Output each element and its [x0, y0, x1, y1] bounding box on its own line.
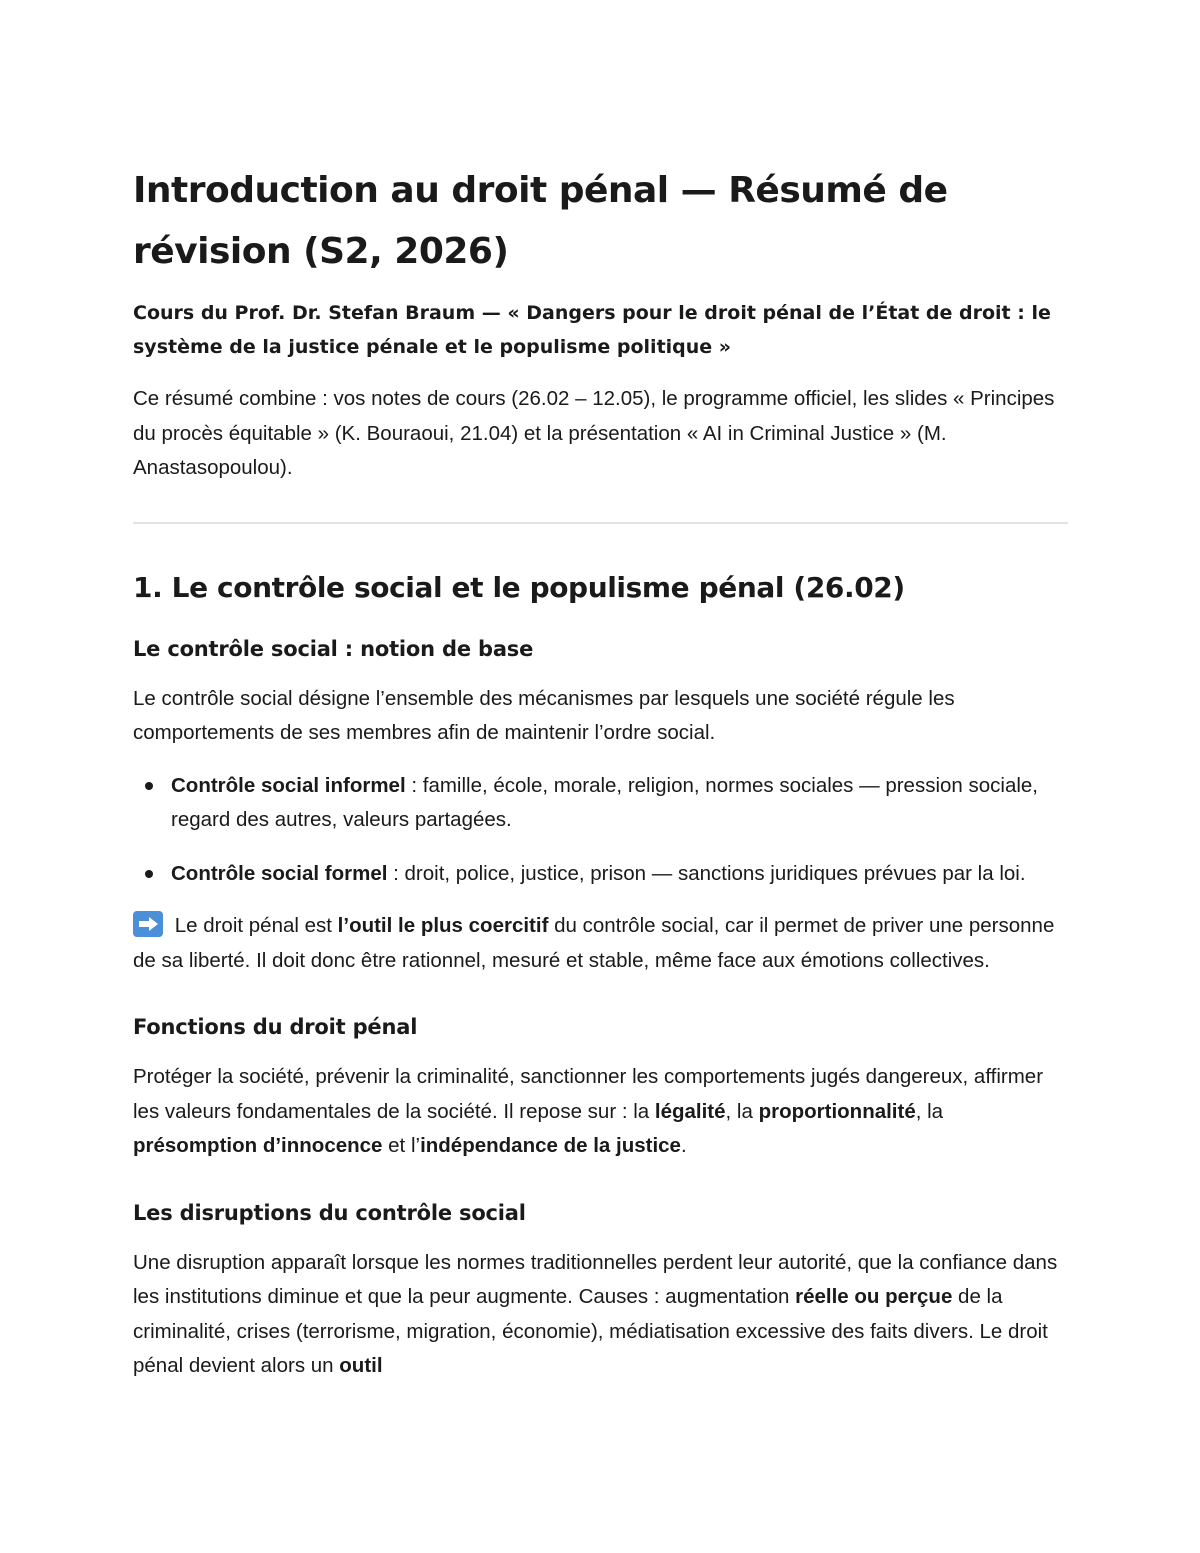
right-arrow-icon — [133, 911, 163, 937]
document-subtitle: Cours du Prof. Dr. Stefan Braum — « Dangers pour le droit pénal de l’État de droit : le système de la justice pénale et le populisme politique » — [133, 302, 1051, 358]
key-point-emphasis: l’outil le plus coercitif — [337, 914, 549, 937]
document-page — [133, 160, 1068, 1384]
fonctions-emphasis: légalité — [654, 1099, 726, 1123]
section-divider — [133, 522, 1068, 524]
list-item — [133, 857, 1068, 892]
list-item — [133, 769, 1068, 838]
disruptions-heading: Les disruptions du contrôle social — [133, 1200, 526, 1225]
key-point-text: Le droit pénal est — [169, 914, 338, 937]
key-point-text: du contrôle social, car il permet de priver une personne de sa liberté. Il doit donc être rationnel, mesuré et stable, même face aux émotions collectives. — [133, 914, 1055, 972]
control-types-list — [133, 769, 1068, 892]
key-point-paragraph — [133, 909, 1068, 978]
fonctions-text: . — [680, 1134, 687, 1157]
fonctions-text: , la — [725, 1099, 759, 1123]
section-1-heading: 1. Le contrôle social et le populisme pénal (26.02) — [133, 570, 905, 604]
list-item-term: Contrôle social informel — [171, 773, 406, 797]
document-title: Introduction au droit pénal — Résumé de révision (S2, 2026) — [133, 170, 948, 272]
notion-heading: Le contrôle social : notion de base — [133, 636, 534, 661]
fonctions-text: et l’ — [382, 1134, 421, 1157]
fonctions-paragraph — [133, 1060, 1068, 1164]
fonctions-emphasis: indépendance de la justice — [420, 1134, 681, 1157]
fonctions-emphasis: présomption d’innocence — [133, 1134, 383, 1157]
intro-paragraph: Ce résumé combine : vos notes de cours (26.02 – 12.05), le programme officiel, les slides « Principes du procès équitable » (K. Bouraoui, 21.04) et la présentation « AI in Criminal Justice » (M. Anastasopoulou). — [133, 387, 1055, 479]
list-item-text: : famille, école, morale, religion, normes sociales — pression sociale, regard des autres, valeurs partagées. — [171, 773, 1039, 831]
list-item-term: Contrôle social formel — [171, 861, 388, 885]
disruptions-emphasis: réelle ou perçue — [795, 1285, 953, 1308]
fonctions-text: , la — [915, 1099, 944, 1123]
fonctions-heading: Fonctions du droit pénal — [133, 1015, 418, 1039]
fonctions-emphasis: proportionnalité — [758, 1099, 916, 1123]
list-item-text: : droit, police, justice, prison — sanctions juridiques prévues par la loi. — [387, 861, 1026, 885]
disruptions-text: Une disruption apparaît lorsque les normes traditionnelles perdent leur autorité, que la confiance dans les institutions diminue et que la peur augmente. Causes : augmentation — [133, 1250, 1058, 1308]
fonctions-text: Protéger la société, prévenir la criminalité, sanctionner les comportements jugés dangereux, affirmer les valeurs fondamentales de la société. Il repose sur : la — [133, 1065, 1044, 1123]
disruptions-text: de la criminalité, crises (terrorisme, migration, économie), médiatisation excessive des faits divers. Le droit pénal devient alors un — [133, 1285, 1048, 1377]
bullet-icon — [145, 870, 153, 878]
disruptions-emphasis: outil — [339, 1354, 383, 1377]
notion-paragraph: Le contrôle social désigne l’ensemble des mécanismes par lesquels une société régule les comportements de ses membres afin de maintenir l’ordre social. — [133, 686, 955, 744]
bullet-icon — [145, 782, 153, 790]
disruptions-paragraph — [133, 1246, 1068, 1384]
